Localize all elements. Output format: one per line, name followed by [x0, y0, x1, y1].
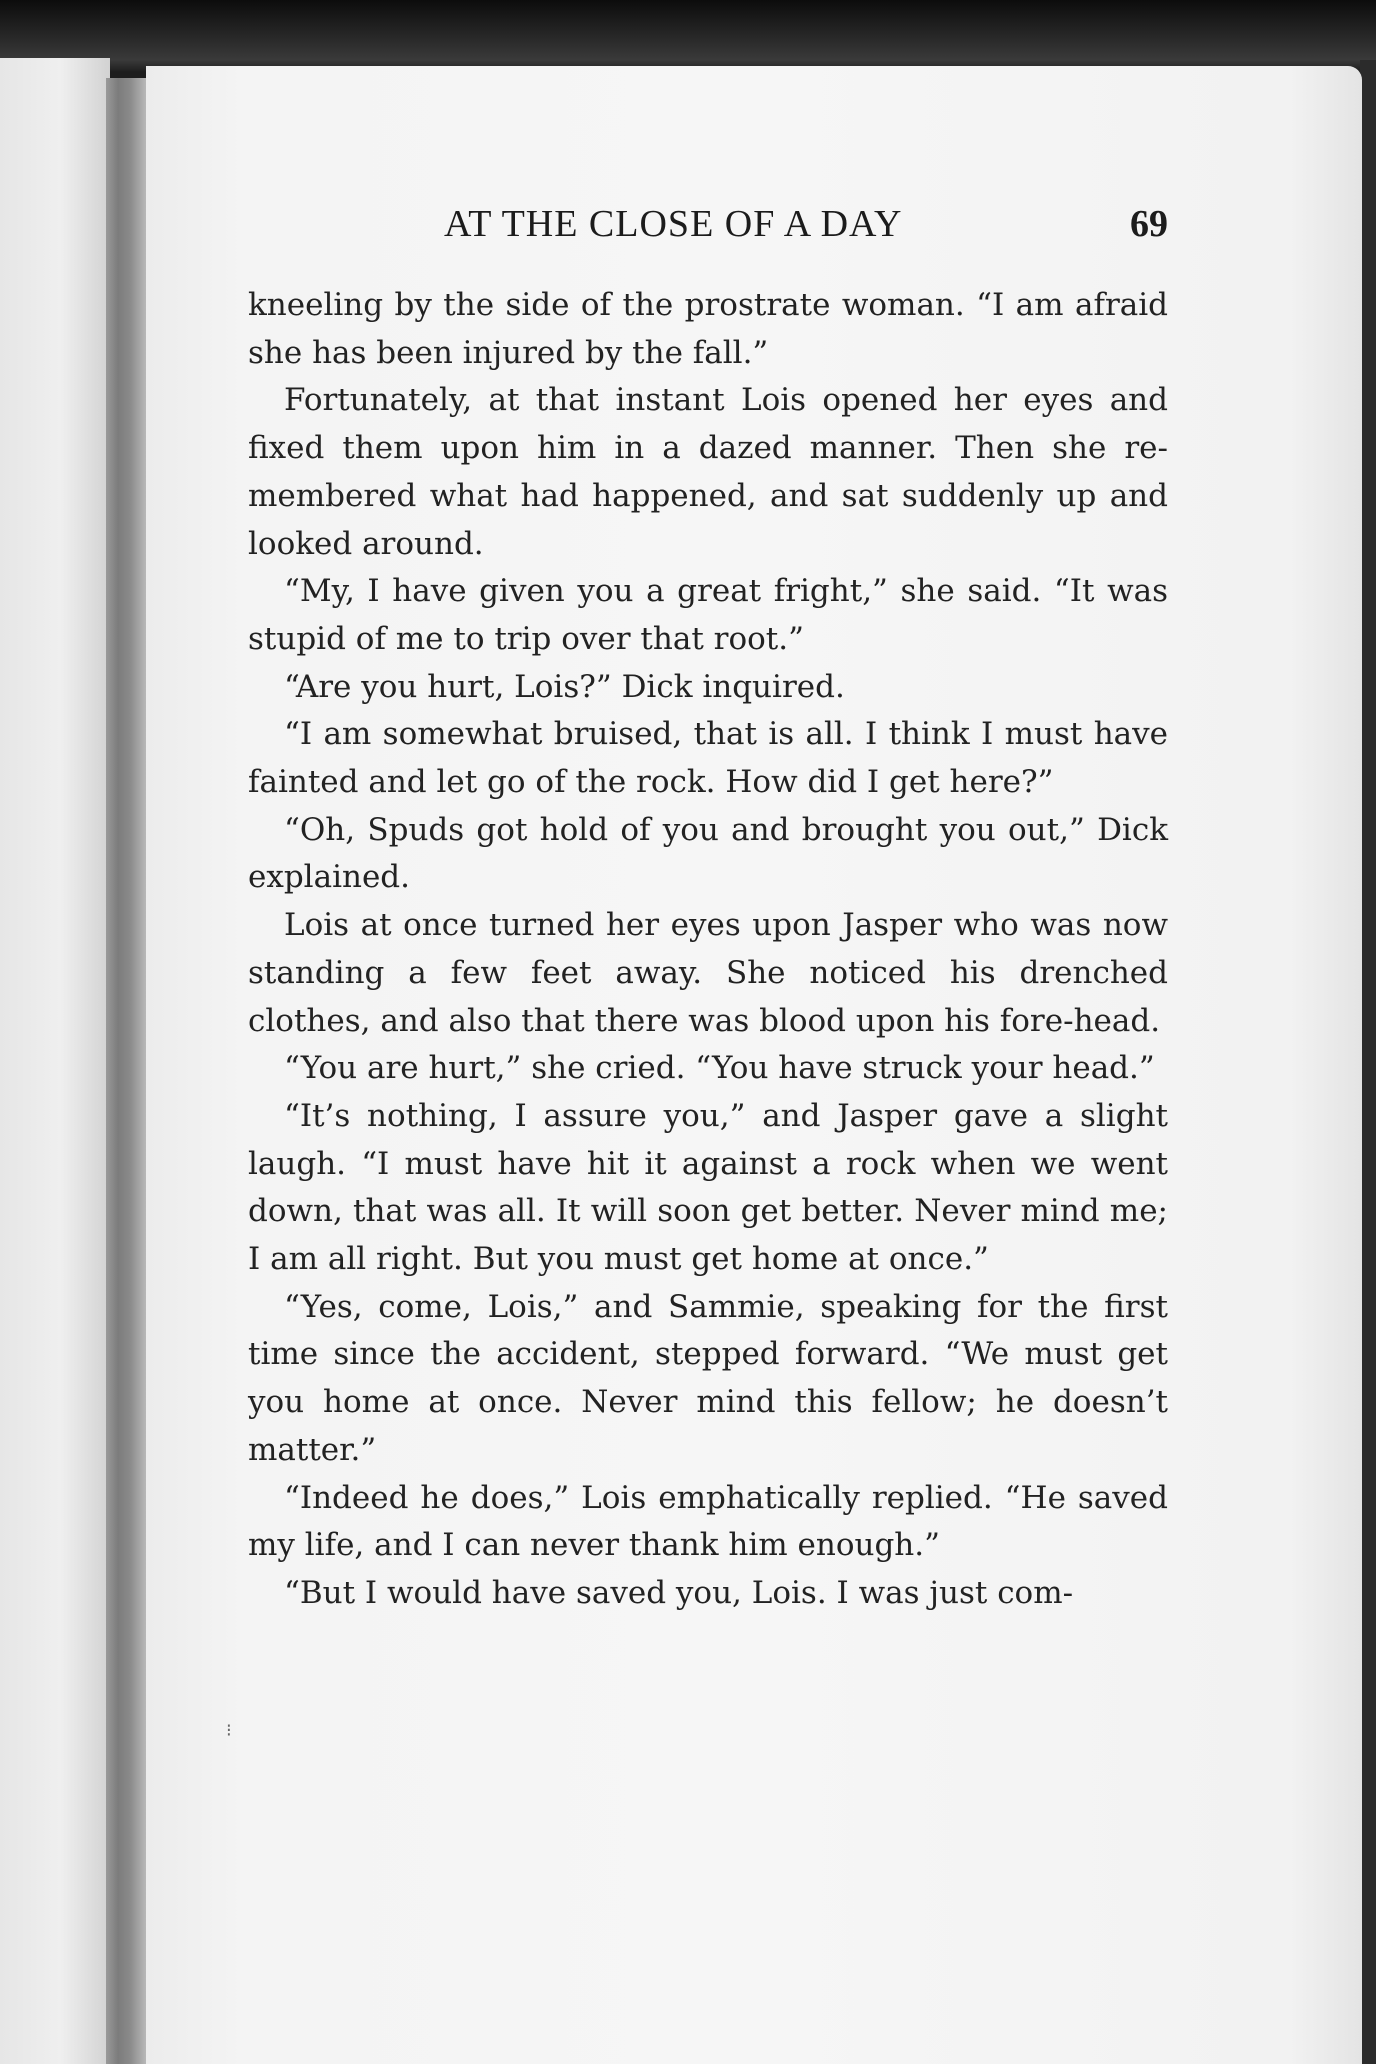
paragraph: “Indeed he does,” Lois emphatically replied. “He saved my life, and I can never thank him enough.”	[248, 1479, 1168, 1564]
paragraph: “Yes, come, Lois,” and Sammie, speaking for the first time since the accident, stepped forward. “We must get you home at once. Never mind this fellow; he doesn’t matter.”	[248, 1288, 1168, 1468]
paragraph: “My, I have given you a great fright,” she said. “It was stupid of me to trip over that root.”	[248, 573, 1168, 657]
scan-background-edge	[1360, 60, 1376, 2064]
margin-speck: ⁝	[226, 1720, 232, 1741]
paragraph: “But I would have saved you, Lois. I was just com-	[284, 1574, 1074, 1611]
paragraph: “It’s nothing, I assure you,” and Jasper gave a slight laugh. “I must have hit it against a rock when we went down, that was all. It will soon get better. Never mind me; I am all right. But you must get home at once.”	[248, 1097, 1168, 1278]
paragraph: “Are you hurt, Lois?” Dick inquired.	[284, 668, 845, 705]
paragraph: “Oh, Spuds got hold of you and brought you out,” Dick explained.	[248, 811, 1168, 896]
facing-page-edge	[0, 58, 110, 2064]
paragraph: kneeling by the side of the prostrate woman. “I am afraid she has been injured by the fall.”	[248, 287, 1168, 371]
running-title: AT THE CLOSE OF A DAY	[444, 203, 903, 245]
paragraph: “I am somewhat bruised, that is all. I think I must have fainted and let go of the rock. How did I get here?”	[248, 716, 1168, 801]
running-head	[248, 202, 1168, 262]
page-number: 69	[1130, 203, 1168, 245]
paragraph: Fortunately, at that instant Lois opened her eyes and fixed them upon him in a dazed manner. Then she re-membered what had happened, and sat suddenly up and looked around.	[248, 382, 1168, 562]
body-text	[248, 282, 1168, 1618]
binding-gutter	[106, 78, 146, 2064]
paragraph: Lois at once turned her eyes upon Jasper who was now standing a few feet away. She noticed his drenched clothes, and also that there was blood upon his fore-head.	[248, 907, 1168, 1039]
paragraph: “You are hurt,” she cried. “You have struck your head.”	[284, 1050, 1155, 1087]
